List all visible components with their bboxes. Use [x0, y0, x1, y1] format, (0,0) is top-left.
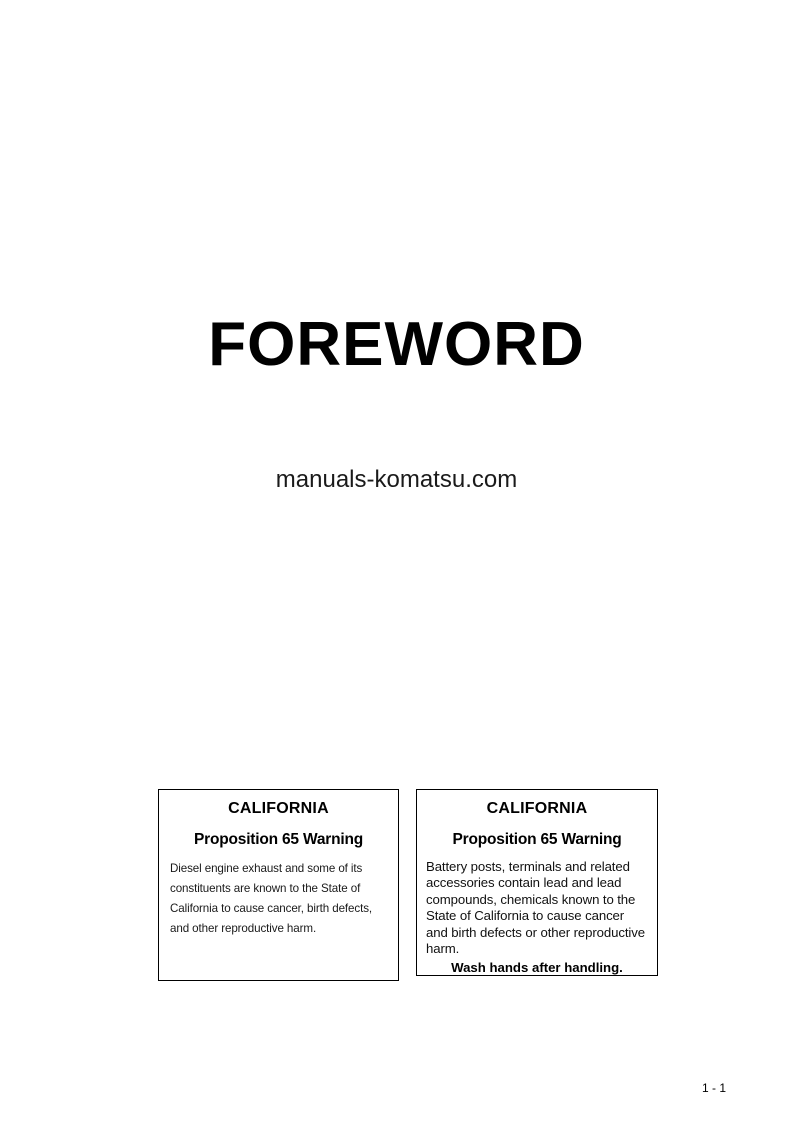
- source-site-label: manuals-komatsu.com: [275, 466, 518, 493]
- warning-heading: CALIFORNIA: [486, 800, 588, 817]
- page-title: FOREWORD: [208, 310, 585, 379]
- warning-boxes-row: [158, 789, 658, 981]
- warning-subheading: Proposition 65 Warning: [194, 831, 363, 848]
- warning-box-battery: [416, 789, 658, 976]
- warning-footer-text: Wash hands after handling.: [451, 960, 623, 976]
- warning-box-diesel-exhaust: [158, 789, 399, 981]
- warning-body-text: Battery posts, terminals and related accessories contain lead and lead compounds, chemicals known to the State of California to cause cancer and birth defects or other reproductive harm.: [426, 859, 645, 957]
- warning-subheading: Proposition 65 Warning: [452, 831, 622, 848]
- page-number: 1 - 1: [701, 1081, 726, 1095]
- warning-heading: CALIFORNIA: [228, 800, 329, 817]
- warning-body-text: Diesel engine exhaust and some of its constituents are known to the State of California to cause cancer, birth defects, and other reproductive harm.: [170, 862, 373, 935]
